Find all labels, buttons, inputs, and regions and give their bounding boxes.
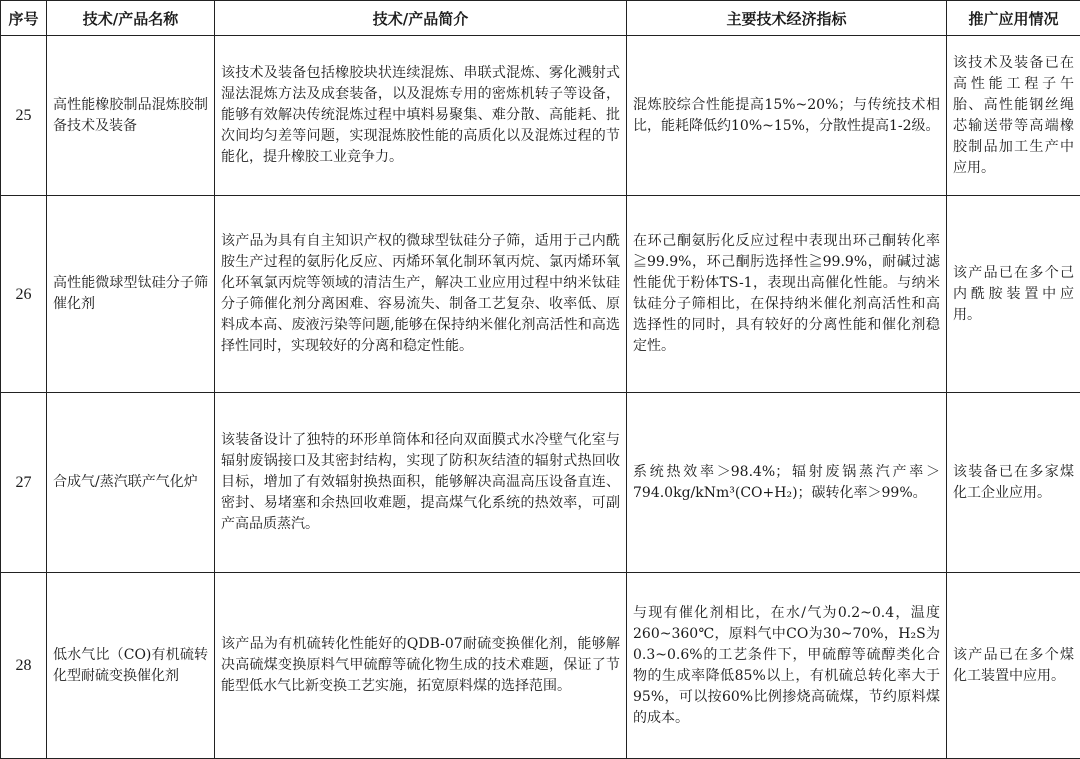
table-row [1, 36, 1080, 196]
row-intro: 该产品为有机硫转化性能好的QDB-07耐硫变换催化剂，能够解决高硫煤变换原料气甲硫醇等硫化物生成的技术难题，保证了节能型低水气比新变换工艺实施，拓宽原料煤的选择范围。 [215, 573, 627, 759]
row-seq: 26 [1, 196, 47, 393]
row-intro: 该装备设计了独特的环形单筒体和径向双面膜式水冷壁气化室与辐射废锅接口及其密封结构，实现了防积灰结渣的辐射式热回收目标，增加了有效辐射换热面积，能够解决高温高压设备直连、密封、易堵塞和余热回收难题，提高煤气化系统的热效率，可副产高品质蒸汽。 [215, 393, 627, 573]
row-name: 高性能橡胶制品混炼胶制备技术及装备 [47, 36, 215, 196]
table-row [1, 196, 1080, 393]
row-seq: 25 [1, 36, 47, 196]
row-application: 该技术及装备已在高性能工程子午胎、高性能钢丝绳芯输送带等高端橡胶制品加工生产中应用。 [947, 36, 1080, 196]
row-application: 该产品已在多个煤化工装置中应用。 [947, 573, 1080, 759]
table-row [1, 393, 1080, 573]
row-metrics: 与现有催化剂相比，在水/气为0.2~0.4，温度260~360℃，原料气中CO为30~70%，H₂S为0.3~0.6%的工艺条件下，甲硫醇等硫醇类化合物的生成率降低85%以上，有机硫总转化率大于95%，可以按60%比例掺烧高硫煤，节约原料煤的成本。 [627, 573, 947, 759]
header-name: 技术/产品名称 [47, 1, 215, 36]
row-intro: 该产品为具有自主知识产权的微球型钛硅分子筛，适用于己内酰胺生产过程的氨肟化反应、丙烯环氧化制环氧丙烷、氯丙烯环氧化环氧氯丙烷等领域的清洁生产，解决工业应用过程中纳米钛硅分子筛催化剂分离困难、容易流失、制备工艺复杂、收率低、原料成本高、废液污染等问题,能够在保持纳米催化剂高活性和高选择性同时，实现较好的分离和稳定性能。 [215, 196, 627, 393]
row-application: 该装备已在多家煤化工企业应用。 [947, 393, 1080, 573]
row-metrics: 在环己酮氨肟化反应过程中表现出环己酮转化率≧99.9%，环己酮肟选择性≧99.9%，耐碱过滤性能优于粉体TS-1，表现出高催化性能。与纳米钛硅分子筛相比，在保持纳米催化剂高活性和高选择性的同时，具有较好的分离性能和催化剂稳定性。 [627, 196, 947, 393]
row-name: 合成气/蒸汽联产气化炉 [47, 393, 215, 573]
row-name: 高性能微球型钛硅分子筛催化剂 [47, 196, 215, 393]
row-metrics: 混炼胶综合性能提高15%~20%；与传统技术相比，能耗降低约10%~15%，分散性提高1-2级。 [627, 36, 947, 196]
header-intro: 技术/产品简介 [215, 1, 627, 36]
row-seq: 27 [1, 393, 47, 573]
row-name: 低水气比（CO)有机硫转化型耐硫变换催化剂 [47, 573, 215, 759]
row-seq: 28 [1, 573, 47, 759]
row-metrics: 系统热效率＞98.4%；辐射废锅蒸汽产率＞794.0kg/kNm³(CO+H₂)；碳转化率＞99%。 [627, 393, 947, 573]
table-row [1, 573, 1080, 759]
header-row [1, 1, 1080, 36]
header-application: 推广应用情况 [947, 1, 1080, 36]
header-seq: 序号 [1, 1, 47, 36]
header-metrics: 主要技术经济指标 [627, 1, 947, 36]
row-intro: 该技术及装备包括橡胶块状连续混炼、串联式混炼、雾化溅射式湿法混炼方法及成套装备，以及混炼专用的密炼机转子等设备，能够有效解决传统混炼过程中填料易聚集、难分散、高能耗、批次间均匀差等问题，实现混炼胶性能的高质化以及混炼过程的节能化，提升橡胶工业竞争力。 [215, 36, 627, 196]
row-application: 该产品已在多个己内酰胺装置中应用。 [947, 196, 1080, 393]
